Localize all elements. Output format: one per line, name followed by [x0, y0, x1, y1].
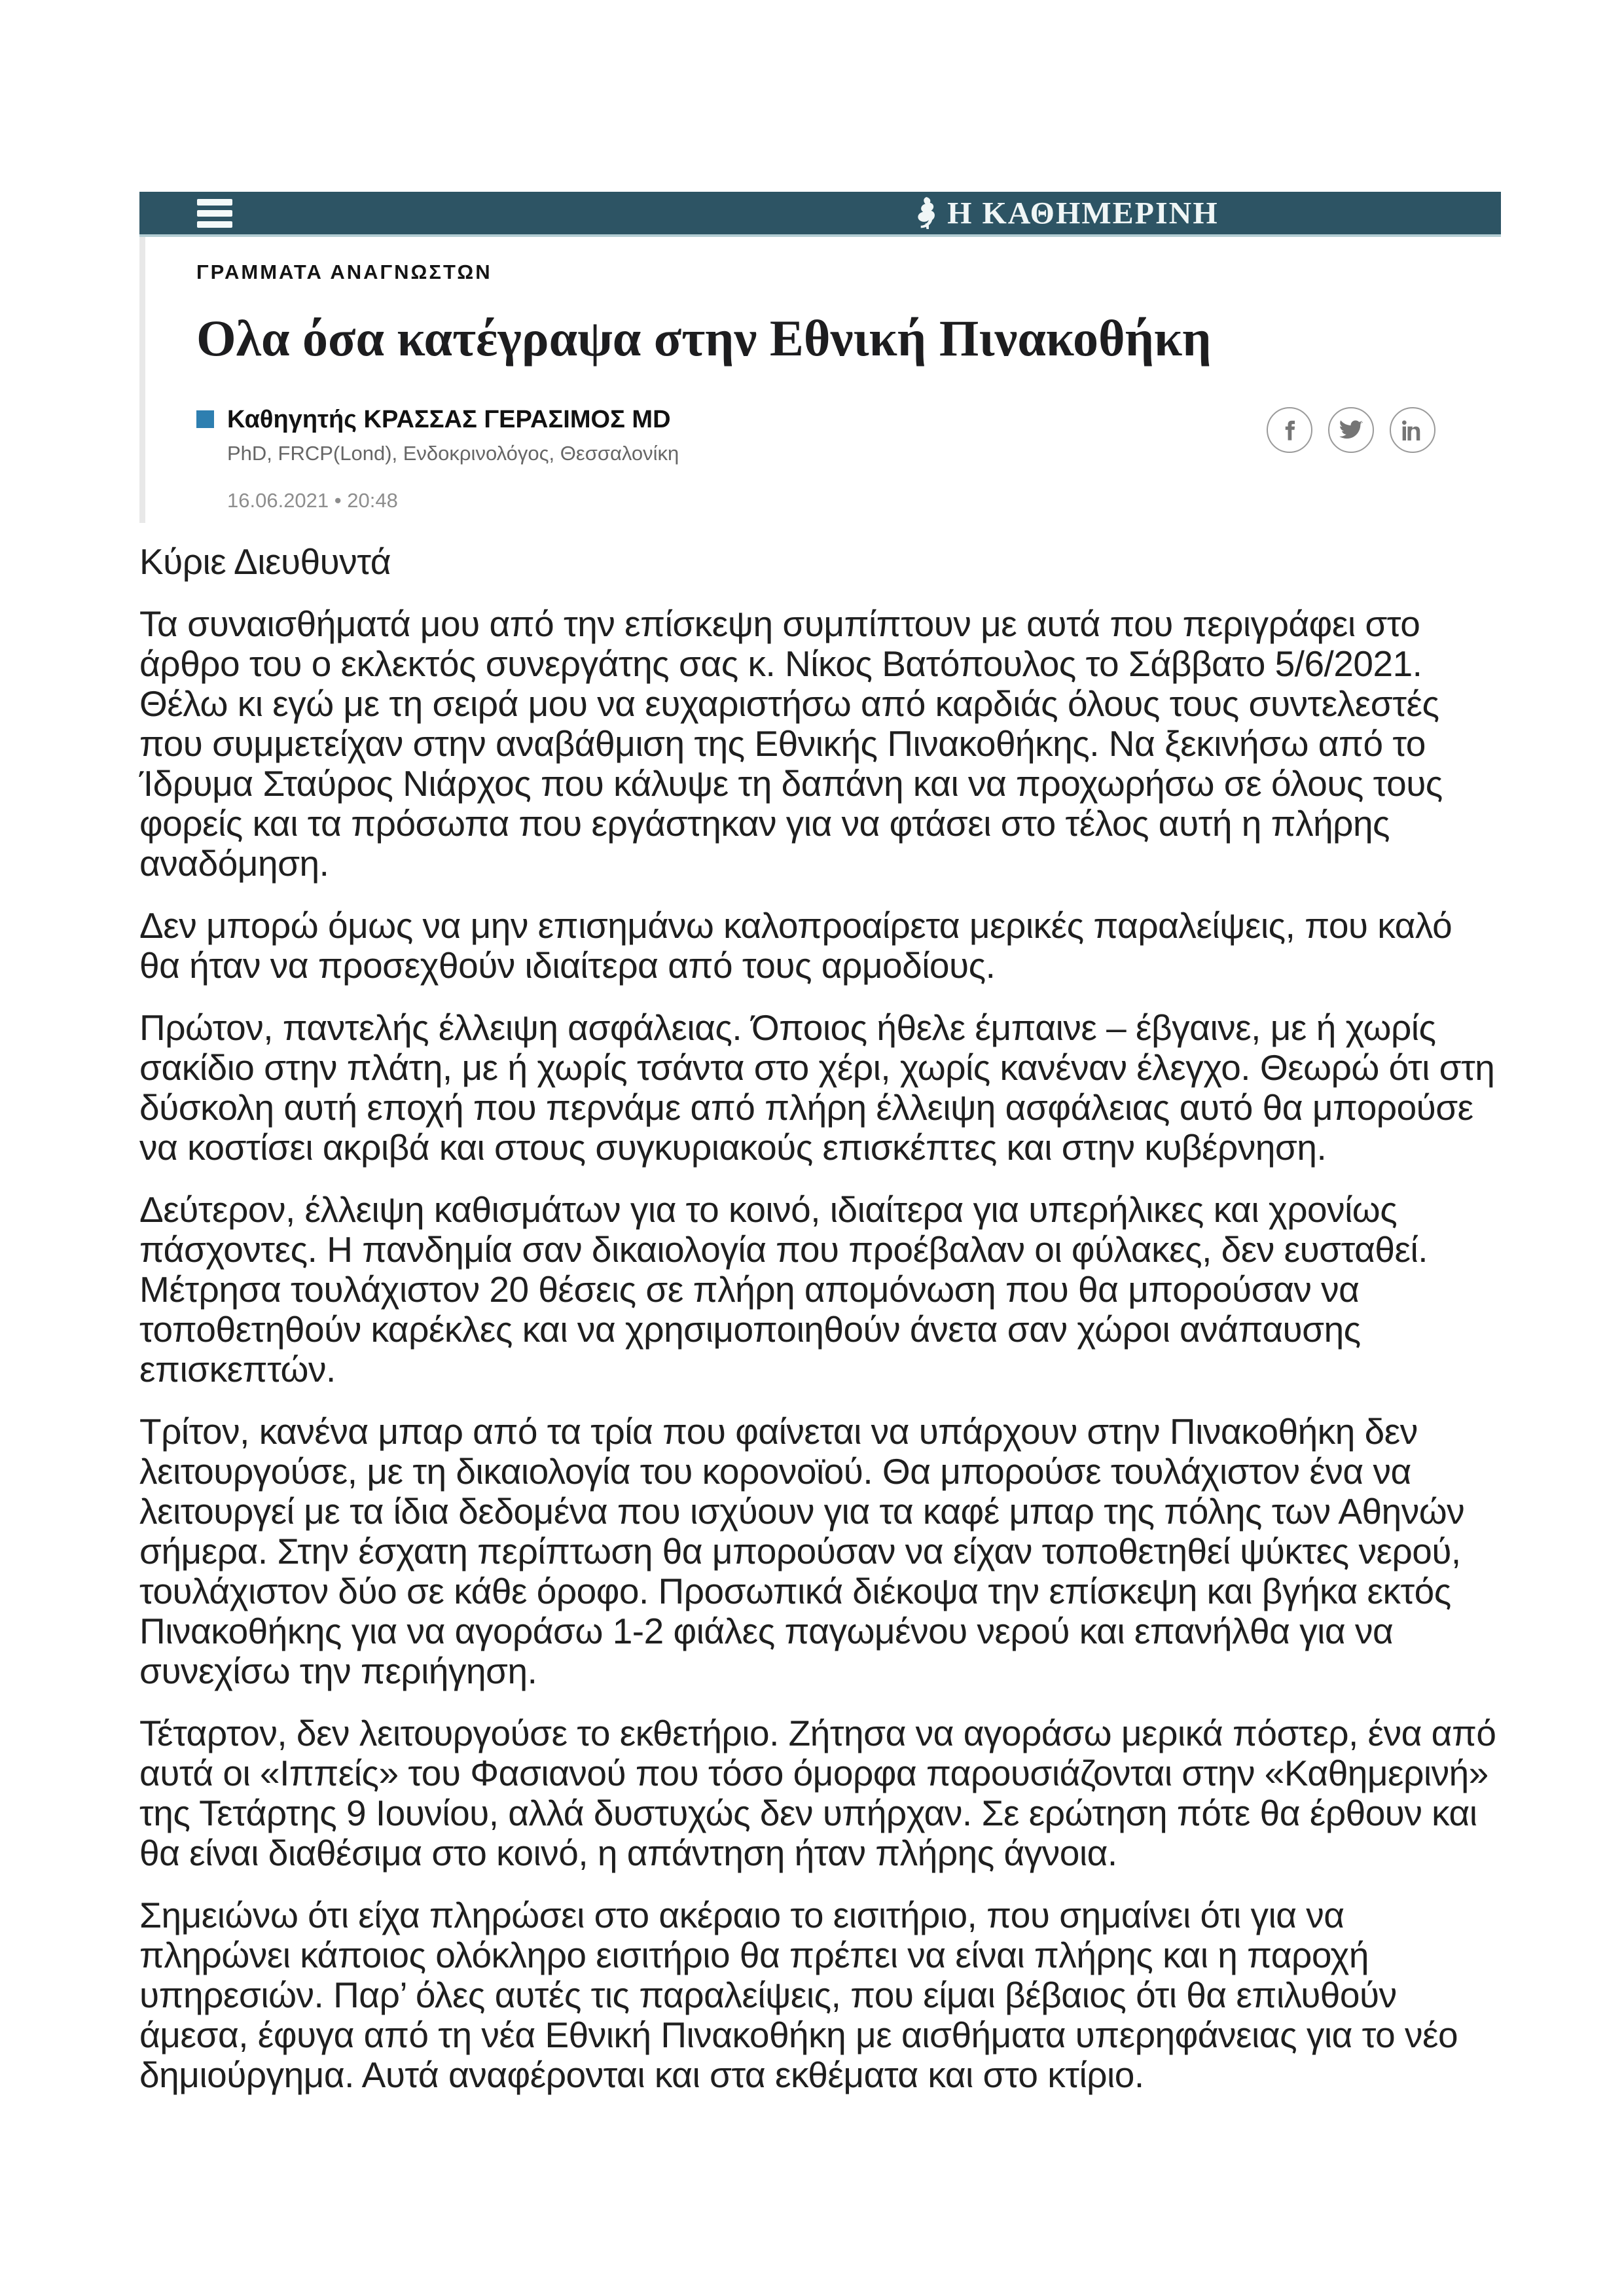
body-paragraph: Τρίτον, κανένα μπαρ από τα τρία που φαίνεται να υπάρχουν στην Πινακοθήκη δεν λειτουργούσε, με τη δικαιολογία του κορονοϊού. Θα μπορούσε τουλάχιστον ένα να λειτουργεί με τα ίδια δεδομένα που ισχύουν για τα καφέ μπαρ της πόλης των Αθηνών σήμερα. Στην έσχατη περίπτωση θα μπορούσαν να είχαν τοποθετηθεί ψύκτες νερού, τουλάχιστον δύο σε κάθε όροφο. Προσωπικά διέκοψα την επίσκεψη και βγήκα εκτός Πινακοθήκης για να αγοράσω 1-2 φιάλες παγωμένου νερού και επανήλθα για να συνεχίσω την περιήγηση. [139, 1411, 1465, 1691]
twitter-icon [1339, 418, 1363, 442]
masthead-logo[interactable] [912, 195, 1219, 231]
body-paragraph: Πρώτον, παντελής έλλειψη ασφάλειας. Όποιος ήθελε έμπαινε – έβγαινε, με ή χωρίς σακίδιο στην πλάτη, με ή χωρίς τσάντα στο χέρι, χωρίς κανέναν έλεγχο. Θεωρώ ότι στη δύσκολη αυτή εποχή που περνάμε από πλήρη έλλειψη ασφάλειας αυτό θα μπορούσε να κοστίσει ακριβά και στους συγκυριακούς επισκέπτες και στην κυβέρνηση. [139, 1007, 1495, 1168]
byline-row [196, 406, 1501, 512]
menu-button[interactable] [197, 194, 232, 232]
section-label[interactable]: ΓΡΑΜΜΑΤΑ ΑΝΑΓΝΩΣΤΩΝ [196, 260, 492, 283]
hamburger-icon [197, 199, 232, 228]
facebook-icon [1278, 419, 1301, 441]
byline [196, 406, 679, 512]
swan-emblem-icon [912, 196, 939, 231]
linkedin-icon [1402, 420, 1423, 440]
body-paragraph: Τέταρτον, δεν λειτουργούσε το εκθετήριο. Ζήτησα να αγοράσω μερικά πόστερ, ένα από αυτά οι «Ιππείς» του Φασιανού που τόσο όμορφα παρουσιάζονται στην «Καθημερινή» της Τετάρτης 9 Ιουνίου, αλλά δυστυχώς δεν υπήρχαν. Σε ερώτηση πότε θα έρθουν και θα είναι διαθέσιμα στο κοινό, η απάντηση ήταν πλήρης άγνοια. [139, 1713, 1496, 1873]
body-paragraph: Δεν μπορώ όμως να μην επισημάνω καλοπροαίρετα μερικές παραλείψεις, που καλό θα ήταν να προσεχθούν ιδιαίτερα από τους αρμοδίους. [139, 905, 1453, 986]
top-navigation-bar [139, 192, 1501, 237]
article-body [139, 542, 1501, 2117]
body-paragraph: Δεύτερον, έλλειψη καθισμάτων για το κοινό, ιδιαίτερα για υπερήλικες και χρονίως πάσχοντες. Η πανδημία σαν δικαιολογία που προέβαλαν οι φύλακες, δεν ευσταθεί. Μέτρησα τουλάχιστον 20 θέσεις σε πλήρη απομόνωση που θα μπορούσαν να τοποθετηθούν καρέκλες και να χρησιμοποιηθούν άνετα σαν χώροι ανάπαυσης επισκεπτών. [139, 1189, 1428, 1390]
body-paragraph: Κύριε Διευθυντά [139, 541, 391, 582]
body-paragraph: Σημειώνω ότι είχα πληρώσει στο ακέραιο το εισιτήριο, που σημαίνει ότι για να πληρώνει κάποιος ολόκληρο εισιτήριο θα πρέπει να είναι πλήρης και η παροχή υπηρεσιών. Παρ’ όλες αυτές τις παραλείψεις, που είμαι βέβαιος ότι θα επιλυθούν άμεσα, έφυγα από τη νέα Εθνική Πινακοθήκη με αισθήματα υπερηφάνειας για το νέο δημιούργημα. Αυτά αναφέρονται και στα εκθέματα και στο κτίριο. [139, 1895, 1458, 2095]
twitter-share-button[interactable] [1328, 407, 1374, 453]
linkedin-share-button[interactable] [1390, 407, 1435, 453]
logo-text: Η ΚΑΘΗΜΕΡΙΝΗ [947, 196, 1219, 230]
publish-date: 16.06.2021 • 20:48 [227, 488, 398, 512]
author-details: PhD, FRCP(Lond), Ενδοκρινολόγος, Θεσσαλονίκη [227, 441, 679, 465]
share-buttons [1267, 407, 1501, 453]
article-title: Ολα όσα κατέγραψα στην Εθνική Πινακοθήκη [196, 310, 1212, 367]
article-header [139, 237, 1501, 523]
author-name: Καθηγητής ΚΡΑΣΣΑΣ ΓΕΡΑΣΙΜΟΣ MD [227, 405, 671, 433]
author-bullet-icon [196, 410, 214, 428]
byline-text [227, 406, 679, 512]
facebook-share-button[interactable] [1267, 407, 1312, 453]
body-paragraph: Τα συναισθήματά μου από την επίσκεψη συμπίπτουν με αυτά που περιγράφει στο άρθρο του ο εκλεκτός συνεργάτης σας κ. Νίκος Βατόπουλος το Σάββατο 5/6/2021. Θέλω κι εγώ με τη σειρά μου να ευχαριστήσω από καρδιάς όλους τους συντελεστές που συμμετείχαν στην αναβάθμιση της Εθνικής Πινακοθήκης. Να ξεκινήσω από το Ίδρυμα Σταύρος Νιάρχος που κάλυψε τη δαπάνη και να προχωρήσω σε όλους τους φορείς και τα πρόσωπα που εργάστηκαν για να φτάσει στο τέλος αυτή η πλήρης αναδόμηση. [139, 603, 1443, 884]
